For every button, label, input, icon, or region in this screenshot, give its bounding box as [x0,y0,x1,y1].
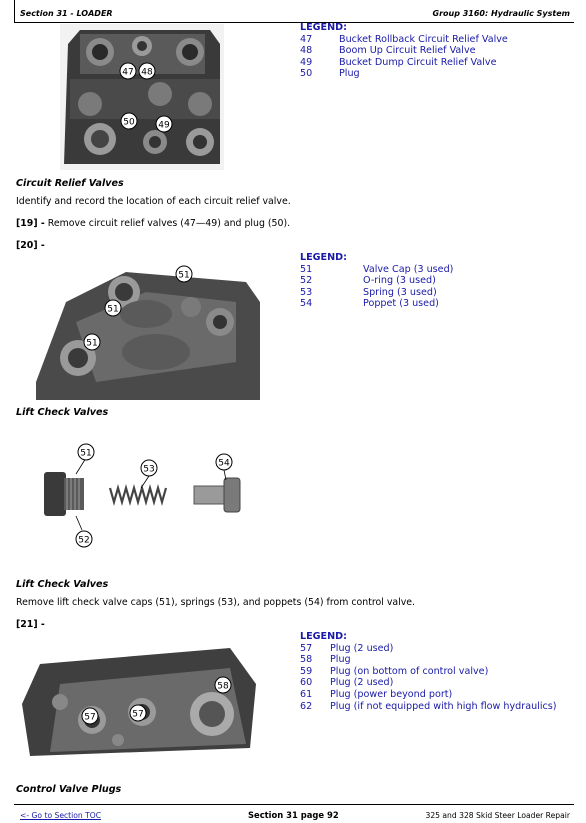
step-19 [16,218,290,229]
instruction-identify: Identify and record the location of each circuit relief valve. [16,196,291,207]
legend-item [300,701,580,713]
manual-title: 325 and 328 Skid Steer Loader Repair [425,811,570,820]
legend-title: LEGEND: [300,631,347,642]
legend-item [300,689,580,701]
heading-lift-check-valves-2: Lift Check Valves [16,579,109,590]
legend-number: 51 [300,263,313,275]
legend-item [300,643,580,655]
legend-text: Plug (if not equipped with high flow hydraulics) [330,700,557,712]
svg-text:50: 50 [123,117,135,128]
callout-53 [141,460,157,476]
legend-text: Plug (2 used) [330,642,394,654]
callout-48 [139,63,155,79]
legend-item [300,45,570,57]
legend-title: LEGEND: [300,252,347,263]
header-rule [14,0,15,22]
svg-text:47: 47 [122,67,134,78]
legend-number: 50 [300,68,313,80]
header-section: Section 31 - LOADER [20,9,113,18]
relief-valves-photo [60,24,224,170]
legend-text: Plug (on bottom of control valve) [330,665,489,677]
legend-item [300,68,570,80]
svg-text:54: 54 [218,458,230,469]
svg-text:57: 57 [132,709,144,720]
svg-text:58: 58 [217,681,229,692]
svg-text:51: 51 [86,338,98,349]
legend-number: 60 [300,677,313,689]
legend-text: Spring (3 used) [363,286,437,298]
legend-text: Boom Up Circuit Relief Valve [339,45,476,57]
legend-number: 53 [300,286,313,298]
lift-check-caps-photo [36,262,260,400]
heading-circuit-relief-valves: Circuit Relief Valves [16,178,124,189]
callout-58 [215,677,231,693]
legend-item [300,298,570,310]
legend-number: 59 [300,665,313,677]
callout-49 [156,116,172,132]
svg-text:52: 52 [78,535,90,546]
legend-text: Poppet (3 used) [363,298,439,310]
legend-item [300,264,570,276]
legend-title: LEGEND: [300,22,347,33]
svg-text:53: 53 [143,464,155,475]
header-group: Group 3160: Hydraulic System [432,9,570,18]
step-21 [16,619,45,630]
legend-text: Plug [339,68,360,80]
legend-relief-valves [300,22,570,80]
legend-item [300,287,570,299]
step-number: [19] - [16,218,45,229]
callout-47 [120,63,136,79]
go-to-section-toc-link[interactable]: <- Go to Section TOC [20,811,102,820]
step-text: Remove circuit relief valves (47—49) and plug (50). [44,218,291,229]
instruction-remove-lift-check: Remove lift check valve caps (51), springs (53), and poppets (54) from control valve. [16,597,416,608]
callout-57 [82,708,98,724]
legend-item [300,57,570,69]
legend-control-valve-plugs [300,631,580,712]
legend-text: Plug (power beyond port) [330,688,453,700]
legend-number: 47 [300,33,313,45]
legend-number: 48 [300,45,313,57]
legend-number: 49 [300,56,313,68]
callout-50 [121,113,137,129]
legend-item [300,654,580,666]
page-number: Section 31 page 92 [248,810,339,820]
legend-number: 52 [300,275,313,287]
callout-51 [78,444,94,460]
lift-check-parts-illustration [36,430,256,558]
legend-item [300,34,570,46]
callout-51 [105,300,121,316]
page-header [14,0,574,23]
svg-text:57: 57 [84,712,96,723]
legend-item [300,275,570,287]
legend-item [300,666,580,678]
legend-number: 58 [300,654,313,666]
svg-text:51: 51 [107,304,119,315]
svg-text:48: 48 [141,67,153,78]
step-number: [20] - [16,240,45,251]
svg-text:51: 51 [178,270,190,281]
legend-number: 62 [300,700,313,712]
step-20 [16,240,45,251]
legend-text: Plug (2 used) [330,677,394,689]
legend-lift-check-valves [300,252,570,310]
legend-text: Bucket Rollback Circuit Relief Valve [339,33,508,45]
callout-51 [84,334,100,350]
legend-number: 54 [300,298,313,310]
legend-text: Bucket Dump Circuit Relief Valve [339,56,497,68]
legend-number: 57 [300,642,313,654]
callout-54 [216,454,232,470]
legend-text: Plug [330,654,351,666]
callout-51 [176,266,192,282]
svg-text:51: 51 [80,448,92,459]
heading-control-valve-plugs: Control Valve Plugs [16,784,122,795]
svg-text:49: 49 [158,120,170,131]
control-valve-plugs-photo [20,644,256,762]
step-number: [21] - [16,619,45,630]
legend-text: O-ring (3 used) [363,275,436,287]
legend-text: Valve Cap (3 used) [363,263,454,275]
page-footer [14,804,574,823]
callout-52 [76,531,92,547]
heading-lift-check-valves: Lift Check Valves [16,407,109,418]
callout-57 [130,705,146,721]
legend-number: 61 [300,688,313,700]
legend-item [300,677,580,689]
